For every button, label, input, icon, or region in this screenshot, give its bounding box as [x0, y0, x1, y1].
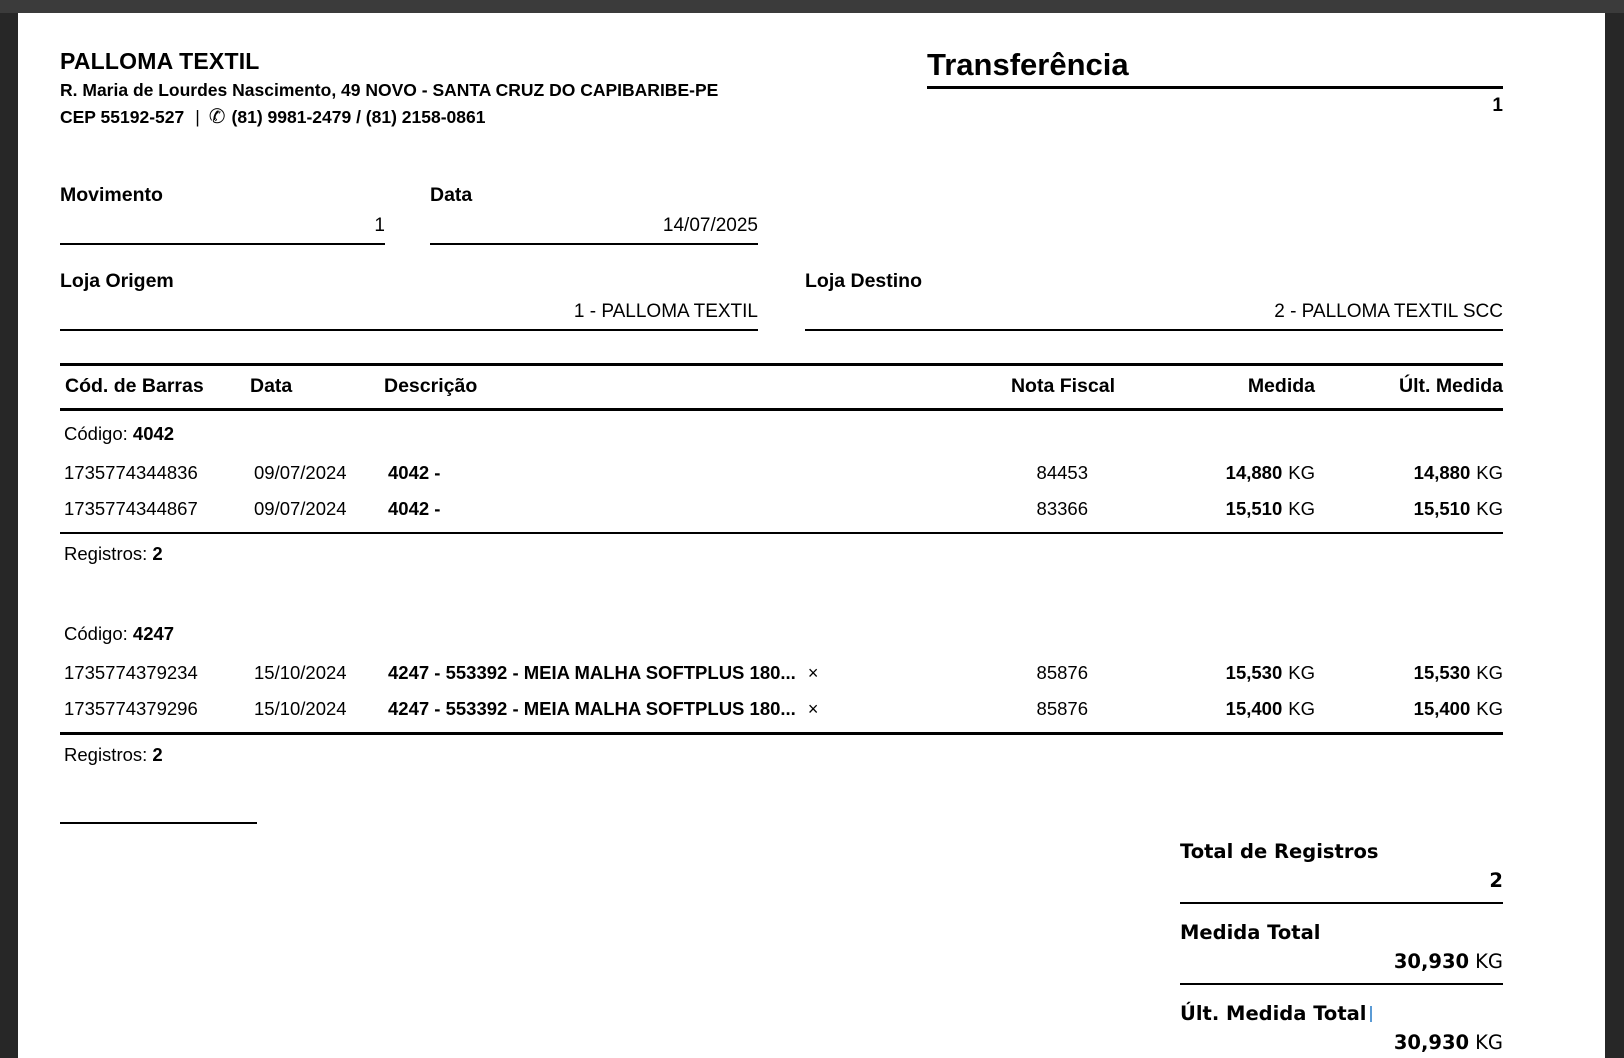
- table-row: [60, 655, 1503, 691]
- table-row: [60, 691, 1503, 727]
- fields-row-movimento-data: [60, 185, 1503, 245]
- company-phones: (81) 9981-2479 / (81) 2158-0861: [231, 107, 486, 127]
- ult-medida-value: 15,530: [1413, 662, 1471, 683]
- ult-medida-value: 15,510: [1413, 498, 1471, 519]
- total-ult-medida: [1180, 1002, 1503, 1058]
- report-page: [18, 13, 1605, 1058]
- column-header-nota-fiscal: Nota Fiscal: [1010, 375, 1115, 397]
- medida-unit: KG: [1288, 698, 1315, 719]
- total-medida-unit: KG: [1475, 950, 1503, 973]
- medida-value: 15,510: [1225, 498, 1283, 519]
- page-number: 1: [1492, 95, 1503, 116]
- description-text: 4042 -: [388, 462, 441, 483]
- field-data-value: 14/07/2025: [430, 215, 758, 245]
- column-header-barcode: Cód. de Barras: [65, 375, 204, 397]
- group-code-value: 4042: [132, 423, 175, 444]
- table-row: [60, 491, 1503, 527]
- items-table: [60, 363, 1503, 766]
- total-registros: [1180, 840, 1503, 904]
- cell-ult-medida: [1315, 498, 1503, 520]
- medida-unit: KG: [1288, 498, 1315, 519]
- cell-date: 15/10/2024: [254, 698, 347, 719]
- total-registros-value: 2: [1489, 869, 1503, 892]
- cell-nota-fiscal: 83366: [1036, 498, 1088, 519]
- ult-medida-unit: KG: [1476, 498, 1503, 519]
- page-title: Transferência: [927, 48, 1503, 89]
- text-cursor: [1370, 1006, 1372, 1022]
- ult-medida-unit: KG: [1476, 462, 1503, 483]
- field-data: [430, 185, 758, 245]
- table-header-row: [60, 363, 1503, 411]
- registros-label: Registros:: [64, 543, 148, 564]
- registros-count: 2: [152, 744, 163, 765]
- medida-unit: KG: [1288, 462, 1315, 483]
- cell-medida: [1115, 698, 1315, 720]
- cell-description: [384, 698, 970, 720]
- totals-block: [1180, 840, 1503, 1058]
- cell-medida: [1115, 662, 1315, 684]
- phone-icon: ✆: [208, 106, 226, 128]
- medida-value: 15,400: [1225, 698, 1283, 719]
- cell-description: [384, 662, 970, 684]
- title-block: [927, 48, 1503, 117]
- field-loja-destino-value: 2 - PALLOMA TEXTIL SCC: [805, 301, 1503, 331]
- document-header: [60, 48, 1503, 129]
- group-code-line: [60, 611, 1503, 655]
- field-loja-origem-label: Loja Origem: [60, 270, 174, 292]
- field-loja-destino: [805, 271, 1503, 331]
- separator: |: [195, 107, 200, 127]
- table-row: [60, 455, 1503, 491]
- column-header-description: Descrição: [384, 375, 478, 397]
- table-groups: [60, 411, 1503, 766]
- report-content: [18, 13, 1605, 1058]
- ult-medida-unit: KG: [1476, 662, 1503, 683]
- group-registros-line: [60, 534, 1503, 565]
- cell-description: [384, 462, 970, 484]
- registros-label: Registros:: [64, 744, 148, 765]
- description-text: 4042 -: [388, 498, 441, 519]
- total-ult-medida-label-text: Últ. Medida Total: [1180, 1002, 1367, 1025]
- cell-ult-medida: [1315, 462, 1503, 484]
- viewer-top-edge: [0, 0, 1624, 13]
- group-rows: [60, 655, 1503, 735]
- medida-value: 14,880: [1225, 462, 1283, 483]
- company-info: [60, 48, 718, 129]
- total-ult-medida-unit: KG: [1475, 1031, 1503, 1054]
- total-ult-medida-value: [1180, 1032, 1503, 1054]
- fields-row-lojas: [60, 271, 1503, 331]
- company-contact-line: [60, 106, 718, 129]
- total-ult-medida-number: 30,930: [1393, 1031, 1470, 1054]
- registros-count: 2: [152, 543, 163, 564]
- cell-description: [384, 498, 970, 520]
- field-data-label: Data: [430, 184, 473, 206]
- ult-medida-value: 15,400: [1413, 698, 1471, 719]
- group-code-value: 4247: [132, 623, 175, 644]
- field-movimento-label: Movimento: [60, 184, 163, 206]
- table-group: [60, 611, 1503, 766]
- cell-barcode: 1735774344836: [64, 462, 198, 483]
- medida-value: 15,530: [1225, 662, 1283, 683]
- cell-medida: [1115, 462, 1315, 484]
- total-medida-number: 30,930: [1393, 950, 1470, 973]
- column-header-date: Data: [250, 375, 293, 397]
- cell-barcode: 1735774344867: [64, 498, 198, 519]
- group-code-line: [60, 411, 1503, 455]
- total-registros-label: Total de Registros: [1180, 840, 1379, 863]
- total-medida-value: [1180, 951, 1503, 973]
- total-ult-medida-label: [1180, 1002, 1503, 1025]
- cell-date: 09/07/2024: [254, 462, 347, 483]
- cell-date: 09/07/2024: [254, 498, 347, 519]
- cell-ult-medida: [1315, 662, 1503, 684]
- field-movimento-value: 1: [60, 215, 385, 245]
- company-address: R. Maria de Lourdes Nascimento, 49 NOVO - SANTA CRUZ DO CAPIBARIBE-PE: [60, 80, 719, 100]
- cell-barcode: 1735774379296: [64, 698, 198, 719]
- cell-nota-fiscal: 85876: [1036, 662, 1088, 683]
- description-text: 4247 - 553392 - MEIA MALHA SOFTPLUS 180...: [388, 698, 796, 719]
- company-cep: CEP 55192-527: [60, 107, 185, 127]
- column-header-ult-medida: Últ. Medida: [1398, 375, 1503, 397]
- column-header-medida: Medida: [1247, 375, 1315, 397]
- cell-ult-medida: [1315, 698, 1503, 720]
- truncation-x-icon: ×: [807, 663, 819, 683]
- cell-nota-fiscal: 84453: [1036, 462, 1088, 483]
- total-medida-label: Medida Total: [1180, 921, 1321, 944]
- group-registros-line: [60, 735, 1503, 766]
- cell-date: 15/10/2024: [254, 662, 347, 683]
- truncation-x-icon: ×: [807, 699, 819, 719]
- group-code-label: Código:: [64, 623, 128, 644]
- ult-medida-unit: KG: [1476, 698, 1503, 719]
- cell-nota-fiscal: 85876: [1036, 698, 1088, 719]
- total-medida: [1180, 921, 1503, 985]
- description-text: 4247 - 553392 - MEIA MALHA SOFTPLUS 180...: [388, 662, 796, 683]
- field-loja-origem: [60, 271, 758, 331]
- group-rows: [60, 455, 1503, 534]
- table-group: [60, 411, 1503, 565]
- signature-line: [60, 822, 257, 824]
- field-loja-destino-label: Loja Destino: [805, 270, 923, 292]
- field-loja-origem-value: 1 - PALLOMA TEXTIL: [60, 301, 758, 331]
- field-movimento: [60, 185, 385, 245]
- cell-medida: [1115, 498, 1315, 520]
- medida-unit: KG: [1288, 662, 1315, 683]
- ult-medida-value: 14,880: [1413, 462, 1471, 483]
- cell-barcode: 1735774379234: [64, 662, 198, 683]
- company-name: PALLOMA TEXTIL: [60, 48, 260, 74]
- group-code-label: Código:: [64, 423, 128, 444]
